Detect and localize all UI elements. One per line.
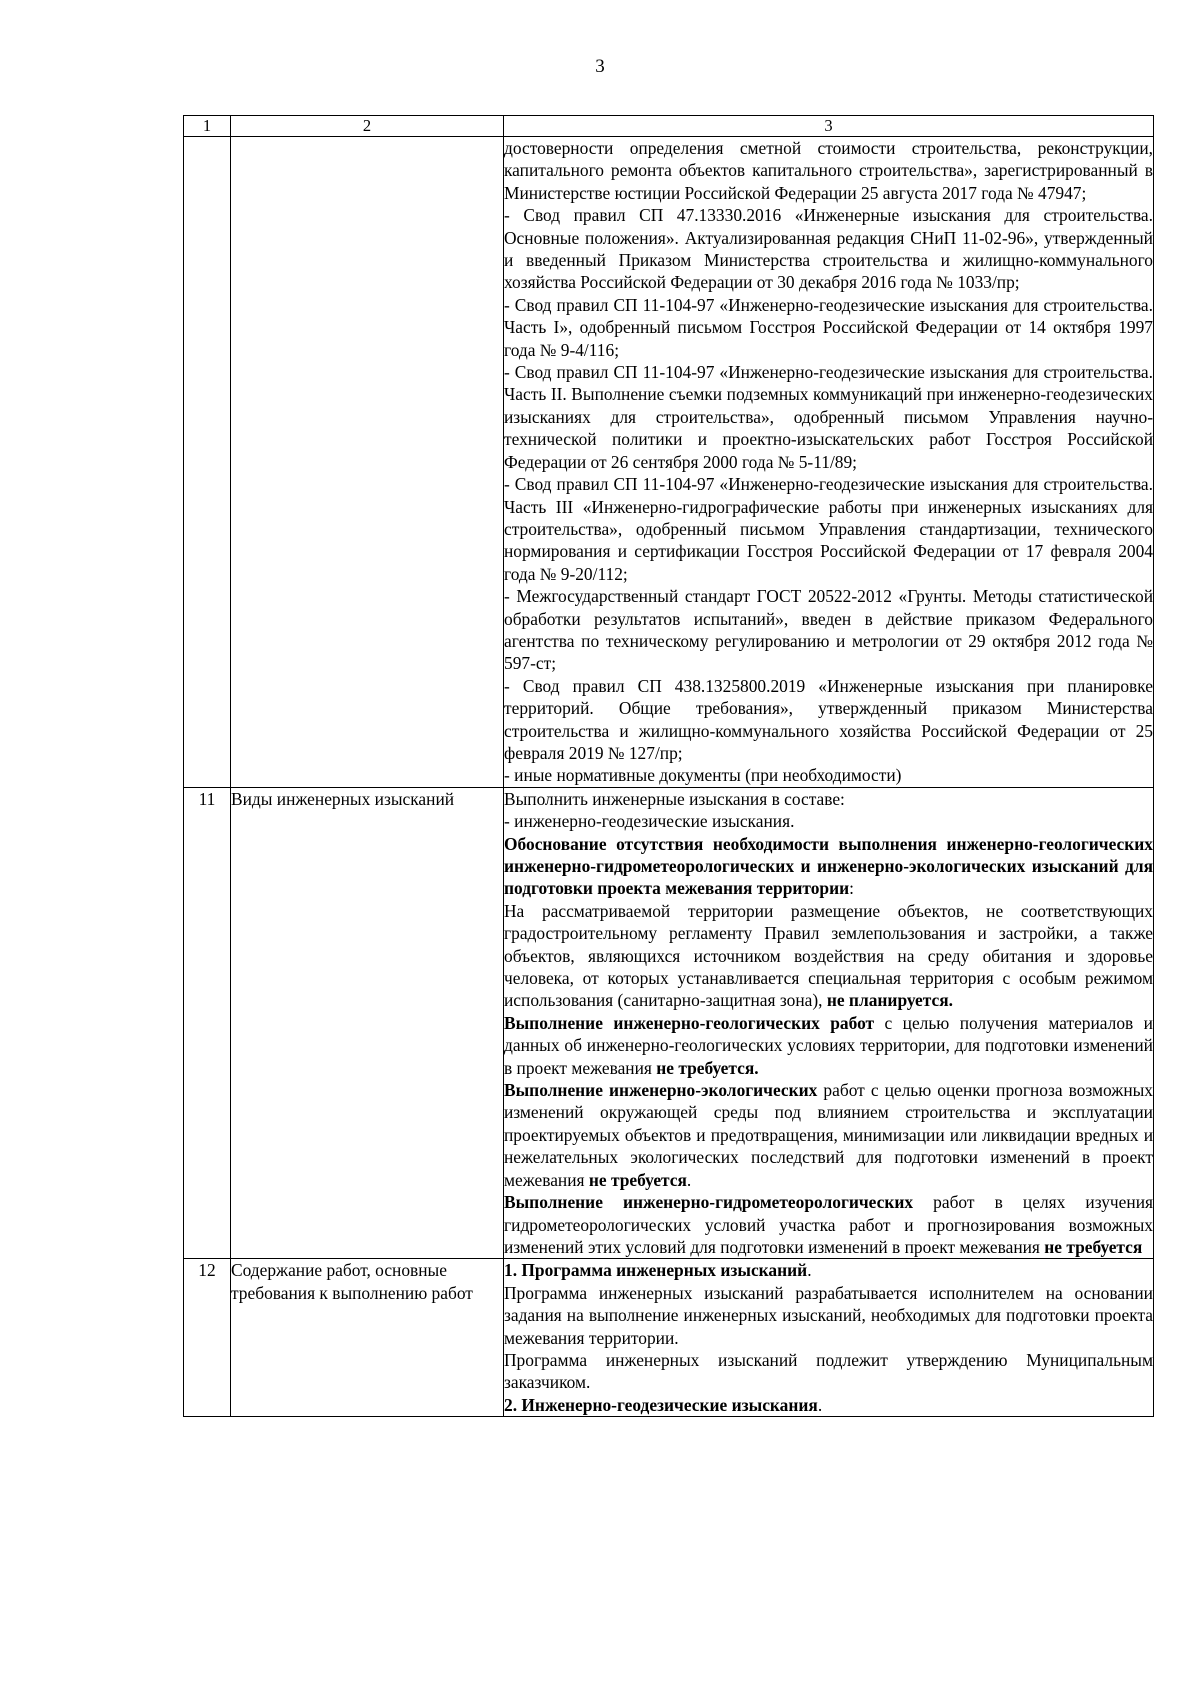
content-paragraph xyxy=(504,675,1153,765)
row-name: Виды инженерных изысканий xyxy=(231,787,504,1259)
text-span: Выполнить инженерные изыскания в составе: xyxy=(504,788,845,809)
bold-text: не требуется xyxy=(588,1169,687,1190)
header-col-2: 2 xyxy=(231,116,504,137)
row-content xyxy=(504,787,1154,1259)
row-number: 12 xyxy=(184,1259,231,1417)
row-content xyxy=(504,1259,1154,1417)
text-span: . xyxy=(807,1260,812,1281)
row-name: Содержание работ, основные требования к выполнению работ xyxy=(231,1259,504,1417)
content-paragraph xyxy=(504,900,1153,1012)
content-paragraph xyxy=(504,1394,1153,1416)
requirements-table xyxy=(183,115,1154,1417)
content-paragraph xyxy=(504,1012,1153,1079)
text-span: - иные нормативные документы (при необходимости) xyxy=(504,765,902,786)
bold-text: Обоснование отсутствия необходимости выполнения инженерно-геологических инженерно-гидрометеорологических и инженерно-экологических изысканий для подготовки проекта межевания территории xyxy=(504,833,1153,899)
text-span: . xyxy=(817,1394,823,1415)
text-span: - Свод правил СП 47.13330.2016 «Инженерные изыскания для строительства. Основные положения». Актуализированная редакция СНиП 11-02-96», утвержденный и введенный Приказом Министерства строительства и жилищно-коммунального хозяйства Российской Федерации от 30 декабря 2016 года № 1033/пр; xyxy=(504,205,1153,293)
content-paragraph xyxy=(504,473,1153,585)
text-span: - Свод правил СП 438.1325800.2019 «Инженерные изыскания при планировке территорий. Общие требования», утвержденный приказом Министерства строительства и жилищно-коммунального хозяйства Российской Федерации от 25 февраля 2019 № 127/пр; xyxy=(504,675,1153,763)
row-number: 11 xyxy=(184,787,231,1259)
content-paragraph xyxy=(504,1079,1153,1191)
text-span: - Свод правил СП 11-104-97 «Инженерно-геодезические изыскания для строительства. Часть III «Инженерно-гидрографические работы при инженерных изысканиях для строительства», одобренный письмом Управления стандартизации, технического нормирования и сертификации Госстроя Российской Федерации от 17 февраля 2004 года № 9-20/112; xyxy=(504,474,1153,584)
content-paragraph xyxy=(504,1282,1153,1349)
text-span: - Свод правил СП 11-104-97 «Инженерно-геодезические изыскания для строительства. Часть II. Выполнение съемки подземных коммуникаций при инженерно-геодезических изысканиях для строительства», одобренный письмом Управления научно-технической политики и проектно-изыскательских работ Госстроя Российской Федерации от 26 сентября 2000 года № 5-11/89; xyxy=(504,362,1153,472)
text-span: : xyxy=(849,878,854,899)
row-content xyxy=(504,137,1154,788)
text-span: работ в целях изучения гидрометеорологических условий участка работ и прогнозирования возможных изменений этих условий для подготовки изменений в проект межевания xyxy=(504,1192,1153,1257)
bold-text: не планируется. xyxy=(826,990,953,1011)
text-span: - инженерно-геодезические изыскания. xyxy=(504,811,795,832)
table-row-11 xyxy=(184,787,1154,1259)
bold-text: Выполнение инженерно-гидрометеорологических xyxy=(504,1192,914,1213)
text-span: . xyxy=(686,1169,692,1190)
content-paragraph xyxy=(504,361,1153,473)
content-paragraph xyxy=(504,1259,1153,1281)
content-paragraph xyxy=(504,294,1153,361)
table-header-row xyxy=(184,116,1154,137)
content-paragraph xyxy=(504,810,1153,832)
text-span: На рассматриваемой территории размещение объектов, не соответствующих градостроительному регламенту Правил землепользования и застройки, а также объектов, являющихся источником воздействия на среду обитания и здоровье человека, от которых устанавливается специальная территория с особым режимом использования (санитарно-защитная зона), xyxy=(504,900,1153,1011)
content-paragraph xyxy=(504,764,1153,786)
content-paragraph xyxy=(504,137,1153,204)
content-paragraph xyxy=(504,788,1153,810)
text-span: Программа инженерных изысканий разрабатывается исполнителем на основании задания на выполнение инженерных изысканий, необходимых для подготовки проекта межевания территории. xyxy=(504,1282,1153,1348)
header-col-3: 3 xyxy=(504,116,1154,137)
bold-text: 2. Инженерно-геодезические изыскания xyxy=(504,1394,818,1415)
text-span: - Свод правил СП 11-104-97 «Инженерно-геодезические изыскания для строительства. Часть I», одобренный письмом Госстроя Российской Федерации от 14 октября 1997 года № 9-4/116; xyxy=(504,294,1153,360)
header-col-1: 1 xyxy=(184,116,231,137)
bold-text: не требуется xyxy=(1044,1236,1143,1257)
row-name xyxy=(231,137,504,788)
content-paragraph xyxy=(504,204,1153,294)
bold-text: Выполнение инженерно-геологических работ xyxy=(504,1012,875,1033)
row-number xyxy=(184,137,231,788)
bold-text: Выполнение инженерно-экологических xyxy=(504,1080,818,1101)
text-span: - Межгосударственный стандарт ГОСТ 20522-2012 «Грунты. Методы статистической обработки результатов испытаний», введен в действие приказом Федерального агентства по техническому регулированию и метрологии от 29 октября 2012 года № 597-ст; xyxy=(504,586,1153,674)
table-row-continuation xyxy=(184,137,1154,788)
text-span: достоверности определения сметной стоимости строительства, реконструкции, капитального ремонта объектов капитального строительства», зарегистрированный в Министерстве юстиции Российской Федерации 25 августа 2017 года № 47947; xyxy=(504,138,1153,203)
content-paragraph xyxy=(504,585,1153,675)
content-paragraph xyxy=(504,1191,1153,1258)
content-paragraph xyxy=(504,1349,1153,1394)
page-number: 3 xyxy=(595,56,605,77)
text-span: работ с целью оценки прогноза возможных изменений окружающей среды под влиянием строительства и эксплуатации проектируемых объектов и предотвращения, минимизации или ликвидации вредных и нежелательных экологических последствий для подготовки изменений в проект межевания xyxy=(504,1080,1154,1190)
bold-text: 1. Программа инженерных изысканий xyxy=(504,1260,808,1281)
bold-text: не требуется. xyxy=(656,1057,759,1078)
text-span: Программа инженерных изысканий подлежит утверждению Муниципальным заказчиком. xyxy=(504,1349,1153,1393)
content-paragraph xyxy=(504,833,1153,900)
text-span: с целью получения материалов и данных об инженерно-геологических условиях территории, для подготовки изменений в проект межевания xyxy=(504,1012,1153,1078)
table-row-12 xyxy=(184,1259,1154,1417)
